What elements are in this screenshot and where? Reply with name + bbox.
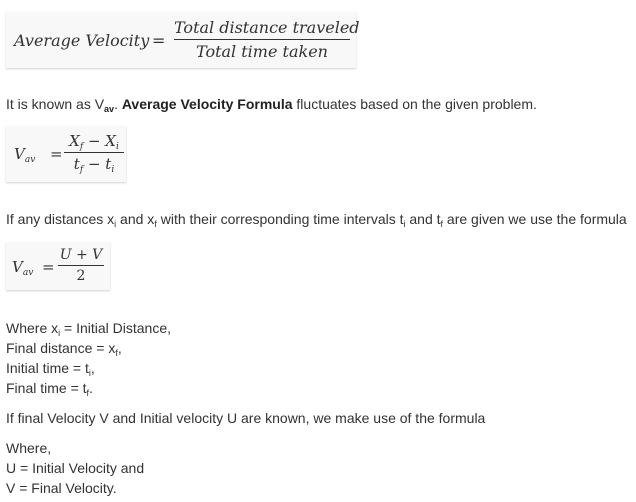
formula-numerator: $X_f - X_i$ (69, 132, 119, 152)
equals-sign: = (50, 145, 63, 163)
definition-final-time: Final time = $t_f$. (6, 380, 93, 398)
formula-numerator: U + V (59, 247, 103, 263)
intro-bold-term: Average Velocity Formula (121, 96, 293, 112)
definition-initial-time: Initial time = $t_i$, (6, 360, 95, 378)
fraction-bar (174, 39, 350, 40)
formula-fraction (64, 132, 124, 173)
distances-paragraph: If any distances $x_i$ and $x_f$ with their corresponding time intervals $t_i$ and $t_f$ are given we use the formula (6, 211, 627, 229)
velocity-paragraph: If final Velocity V and Initial velocity U are known, we make use of the formula (6, 410, 486, 426)
formula-fraction (58, 247, 104, 284)
velocity-average-formula (6, 242, 110, 290)
formula-denominator: $t_f - t_i$ (73, 155, 115, 175)
definition-initial-distance: Where $x_i$ = Initial Distance, (6, 320, 172, 338)
definition-final-distance: Final distance = $x_f$, (6, 340, 122, 358)
formula-numerator: Total distance traveled (174, 18, 360, 37)
intro-text-pre: It is known as V (6, 96, 105, 112)
fraction-bar (64, 152, 124, 153)
intro-paragraph (6, 94, 537, 114)
formula-fraction (174, 18, 360, 61)
formula-denominator: Total time taken (196, 42, 328, 61)
definition-final-velocity: V = Final Velocity. (6, 480, 117, 496)
intro-subscript: av (104, 104, 115, 114)
where-label: Where, (6, 440, 52, 456)
displacement-formula (6, 126, 126, 182)
definition-initial-velocity: U = Initial Velocity and (6, 460, 145, 476)
formula-lhs: $V_{av}$ (14, 145, 36, 165)
equals-sign: = (42, 258, 55, 276)
intro-dot: . (114, 96, 118, 112)
fraction-bar (58, 265, 104, 266)
intro-text-post: fluctuates based on the given problem. (296, 96, 537, 112)
formula-lhs: $V_{av}$ (12, 258, 34, 278)
equals-sign: = (152, 31, 166, 50)
average-velocity-formula (6, 12, 360, 68)
formula-lhs: Average Velocity (14, 31, 150, 50)
formula-denominator: 2 (76, 268, 86, 284)
